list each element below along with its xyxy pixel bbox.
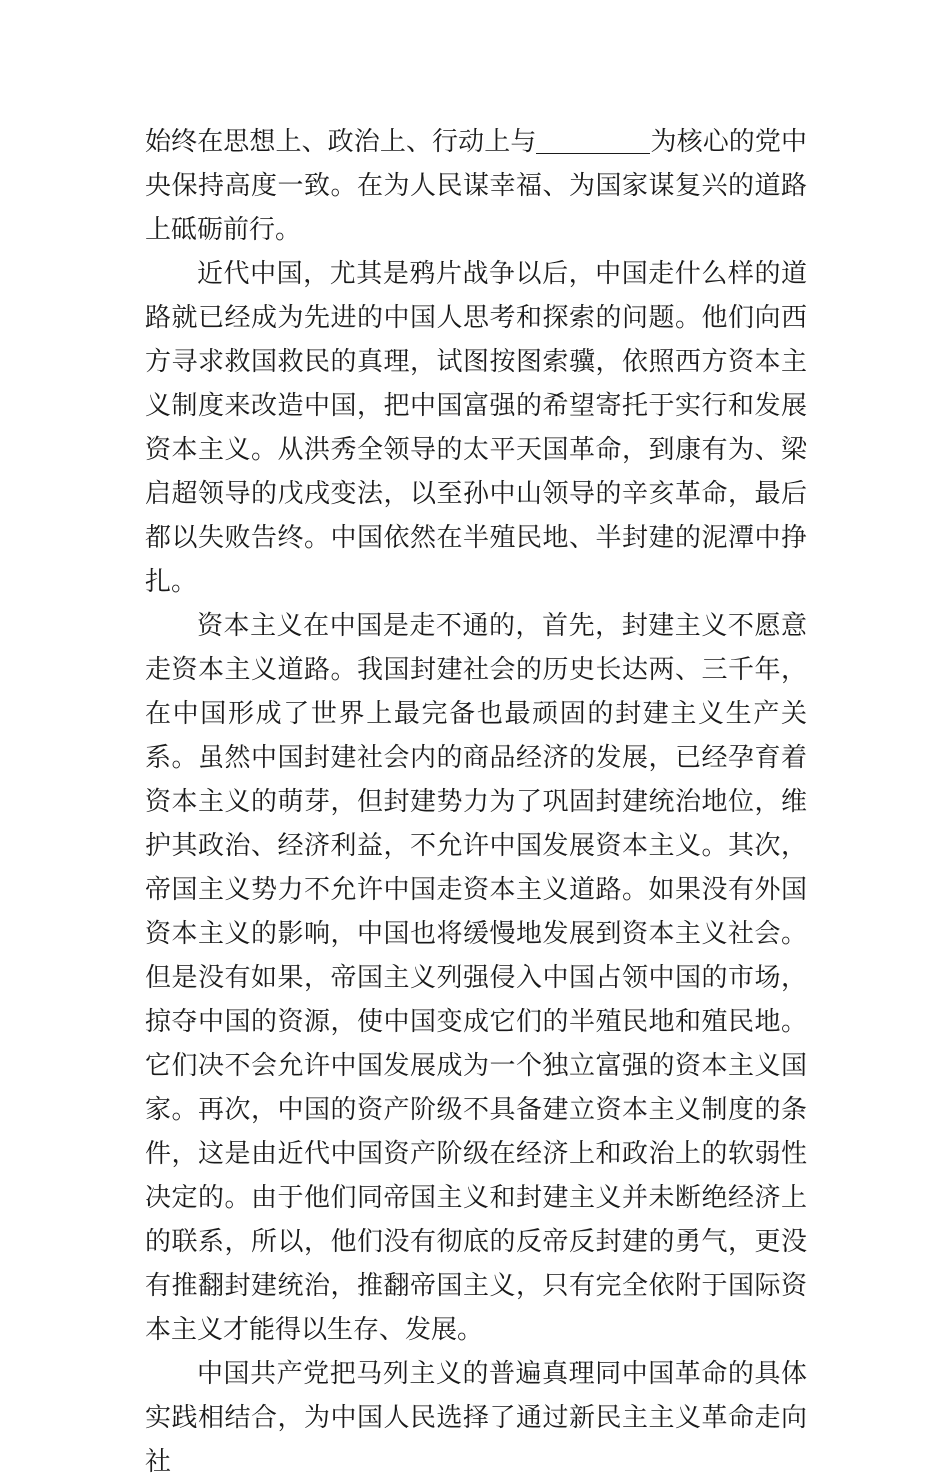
paragraph-capitalism: 资本主义在中国是走不通的，首先，封建主义不愿意走资本主义道路。我国封建社会的历史长达两、三千年，在中国形成了世界上最完备也最顽固的封建主义生产关系。虽然中国封建社会内的商品经济的发展，已经孕育着资本主义的萌芽，但封建势力为了巩固封建统治地位，维护其政治、经济利益，不允许中国发展资本主义。其次，帝国主义势力不允许中国走资本主义道路。如果没有外国资本主义的影响，中国也将缓慢地发展到资本主义社会。但是没有如果，帝国主义列强侵入中国占领中国的市场，掠夺中国的资源，使中国变成它们的半殖民地和殖民地。它们决不会允许中国发展成为一个独立富强的资本主义国家。再次，中国的资产阶级不具备建立资本主义制度的条件，这是由近代中国资产阶级在经济上和政治上的软弱性决定的。由于他们同帝国主义和封建主义并未断绝经济上的联系，所以，他们没有彻底的反帝反封建的勇气，更没有推翻封建统治，推翻帝国主义，只有完全依附于国际资本主义才能得以生存、发展。 (145, 611, 807, 1345)
fill-in-blank (536, 127, 650, 154)
paragraph-text-before-blank: 始终在思想上、政治上、行动上与 (145, 127, 537, 157)
paragraph-communist-party: 中国共产党把马列主义的普遍真理同中国革命的具体实践相结合，为中国人民选择了通过新民主主义革命走向社 (145, 1359, 807, 1477)
paragraph-continuation (145, 120, 807, 252)
body-text (145, 120, 807, 1484)
paragraph-modern-china: 近代中国，尤其是鸦片战争以后，中国走什么样的道路就已经成为先进的中国人思考和探索的问题。他们向西方寻求救国救民的真理，试图按图索骥，依照西方资本主义制度来改造中国，把中国富强的希望寄托于实行和发展资本主义。从洪秀全领导的太平天国革命，到康有为、梁启超领导的戊戌变法，以至孙中山领导的辛亥革命，最后都以失败告终。中国依然在半殖民地、半封建的泥潭中挣扎。 (145, 259, 807, 597)
paragraph-text-after-blank: 为核心的党中央保持高度一致。在为人民谋幸福、为国家谋复兴的道路上砥砺前行。 (145, 127, 807, 245)
